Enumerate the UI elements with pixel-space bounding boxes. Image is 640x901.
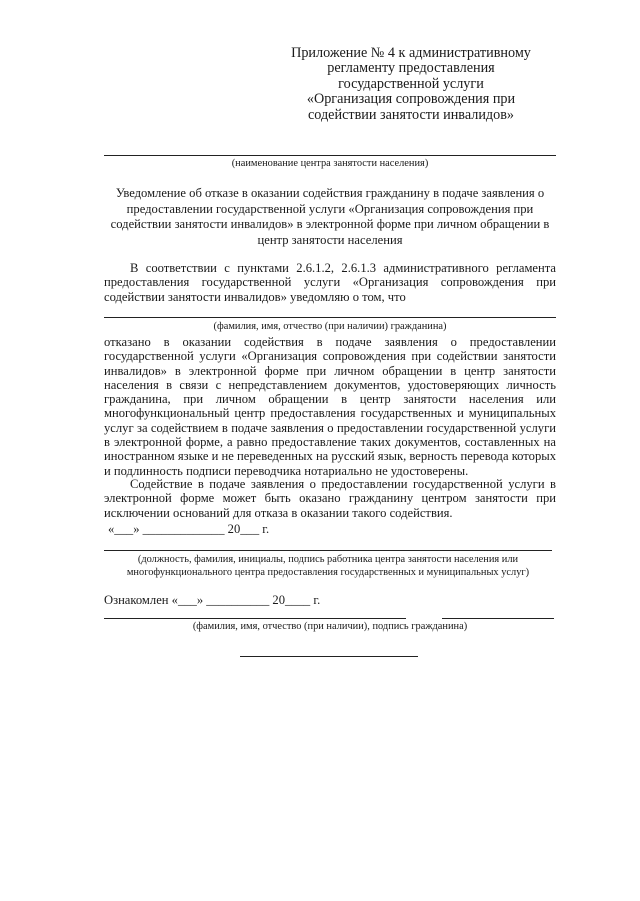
appendix-line: регламенту предоставления [327,60,495,77]
appendix-line: «Организация сопровождения при [306,91,516,108]
worker-caption [104,553,552,579]
citizen-name-caption: (фамилия, имя, отчество (при наличии) гражданина) [213,321,447,332]
notice-title [100,186,560,248]
title-line: содействии занятости инвалидов» в электронной форме при личном обращении в [110,217,550,231]
appendix-line: государственной услуги [338,75,484,92]
refusal-line: гражданина, при личном обращении в центр занятости населения или [104,392,556,407]
citizen-name-line [104,317,556,318]
intro-line: предоставления государственной услуги «Организация сопровождения при [104,275,556,290]
refusal-line: государственной услуги «Организация сопровождения при содействии занятости [104,349,556,364]
refusal-line: населения в связи с непредставлением документов, удостоверяющих личность [104,377,556,392]
intro-paragraph [104,261,556,304]
bottom-line [240,656,418,657]
intro-line: В соответствии с пунктами 2.6.1.2, 2.6.1.3 административного регламента [130,261,556,275]
intro-line: содействии занятости инвалидов» уведомляю о том, что [104,289,406,304]
appendix-line: Приложение № 4 к административному [291,45,531,61]
refusal-line: инвалидов» в электронной форме при личном обращении в центр занятости [104,363,556,378]
refusal-line: многофункциональный центр предоставления государственных и муниципальных [104,406,556,421]
assist-line: исключении оснований для отказа в оказании такого содействия. [104,505,453,520]
citizen-signature-line-left [104,618,406,619]
refusal-paragraph [104,335,556,478]
center-name-line [104,155,556,156]
title-line: центр занятости населения [257,232,403,247]
citizen-signature-caption: (фамилия, имя, отчество (при наличии), подпись гражданина) [192,621,468,632]
appendix-header [268,46,554,123]
worker-caption-line: многофункционального центра предоставления государственных и муниципальных услуг) [126,567,530,578]
date-line: «___» _____________ 20___ г. [108,522,270,536]
refusal-line: иностранном языке и не переведенных на русский язык, верность перевода которых [104,449,556,464]
citizen-signature-line-right [442,618,554,619]
title-line: предоставлении государственной услуги «Организация сопровождения при [126,201,534,216]
acquainted-line: Ознакомлен «___» __________ 20____ г. [104,593,321,607]
appendix-line: содействии занятости инвалидов» [307,106,515,123]
refusal-line: отказано в оказании содействия в подаче заявления о предоставлении [104,335,556,349]
worker-signature-line [104,550,552,551]
refusal-line: в электронной форме, а равно предоставление таких документов, составленных на [104,435,556,450]
center-name-caption: (наименование центра занятости населения) [231,158,429,169]
assist-line: Содействие в подаче заявления о предоставлении государственной услуги в [130,477,556,491]
assist-paragraph [104,477,556,520]
assist-line: электронной форме может быть оказано гражданину центром занятости при [104,491,556,506]
worker-caption-line: (должность, фамилия, инициалы, подпись работника центра занятости населения или [137,554,519,565]
refusal-line: услуг за содействием в подаче заявления о предоставлении государственной услуги [104,420,556,435]
refusal-line: и подлинность подписи переводчика нотариально не удостоверены. [104,463,469,478]
title-line: Уведомление об отказе в оказании содействия гражданину в подаче заявления о [115,186,545,200]
